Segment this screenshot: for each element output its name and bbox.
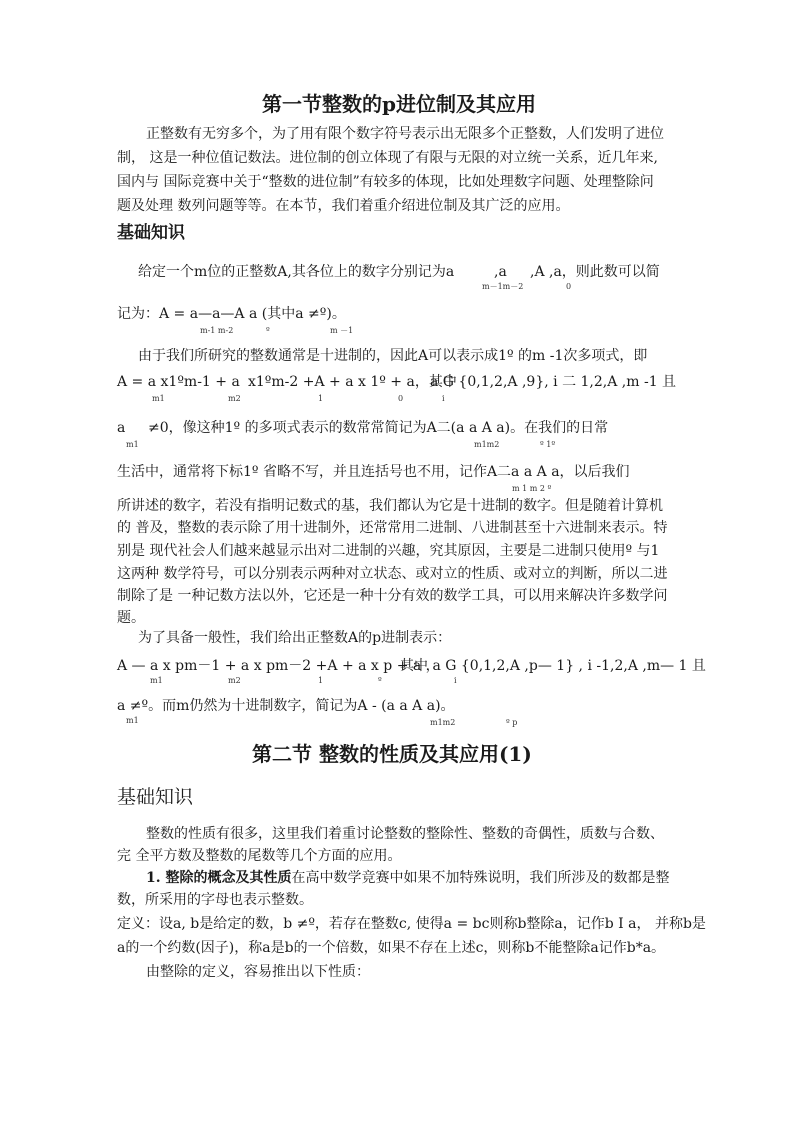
- line-notation: 记为：A = a—a—A a (其中a ≠º)。: [117, 306, 346, 322]
- intro-line-1: 正整数有无穷多个，为了用有限个数字符号表示出无限多个正整数，人们发明了进位: [146, 126, 664, 142]
- para2-line-2: 的 普及，整数的表示除了用十进制外，还常常用二进制、八进制甚至十六进制来表示。特: [117, 520, 668, 536]
- line-poly-a: A = a x1ºm-1 + a: [117, 374, 240, 390]
- sub-poly-3: 1: [318, 394, 324, 403]
- intro-line-3: 国内与 国际竞赛中关于“整数的进位制”有较多的体现，比如处理数字问题、处理整除问: [117, 174, 654, 190]
- line-given-b: ,a: [494, 264, 507, 280]
- sub-notation-2: º: [266, 326, 270, 335]
- definition-line: [117, 914, 706, 934]
- line-short-a: a: [117, 420, 126, 436]
- line-poly-b: x1ºm-2 +A + a x 1º + a，其中: [248, 374, 457, 390]
- section1-title: 第一节整数的p进位制及其应用: [262, 92, 536, 116]
- sub-notation-1: m-1 m-2: [200, 326, 234, 335]
- para2-line-5: 制除了是 一种记数方法以外，它还是一种十分有效的数学工具，可以用来解决许多数学问: [117, 588, 668, 604]
- sub-short-1: m1: [126, 440, 139, 449]
- sub-poly-2: m2: [228, 394, 241, 403]
- section1-basics-heading: 基础知识: [117, 223, 185, 243]
- sub-pbase-2: m2: [228, 676, 241, 685]
- definition-label: 定义：: [117, 916, 159, 932]
- sub-short-3: º 1º: [540, 440, 556, 449]
- para2-line-6: 题。: [117, 610, 145, 626]
- definition-text: 设a, b是给定的数，b ≠º，若存在整数c, 使得a = bc则称b整除a，记作b I a， 并称b是: [159, 916, 706, 932]
- sub-pshort-3: º p: [506, 718, 518, 727]
- sub-poly-1: m1: [152, 394, 165, 403]
- line-poly-c: a G {0,1,2,A ,9}, i 二 1,2,A ,m -1 且: [430, 374, 677, 390]
- line-pbase-a: A — a x pm－1 + a x pm－2 +A + a x p + a ，: [117, 658, 440, 674]
- sub-notation-3: m －1: [330, 326, 354, 335]
- item1-line: [146, 868, 670, 888]
- sub-poly-4: 0: [398, 394, 404, 403]
- item1-rest: 在高中数学竞赛中如果不加特殊说明，我们所涉及的数都是整: [291, 870, 670, 886]
- sec2-intro-line-1: 整数的性质有很多，这里我们着重讨论整数的整除性、整数的奇偶性，质数与合数、: [146, 826, 664, 842]
- sub-m1m2: m－1m－2: [482, 282, 524, 291]
- sub-pbase-3: 1: [318, 676, 324, 685]
- para2-line-4: 这两种 数学符号，可以分别表示两种对立状态、或对立的性质、或对立的判断，所以二进: [117, 566, 668, 582]
- line-decimal: 由于我们所研究的整数通常是十进制的，因此A可以表示成1º 的m -1次多项式，即: [138, 348, 648, 364]
- intro-line-4: 题及处理 数列问题等等。在本节，我们着重介绍进位制及其广泛的应用。: [117, 198, 570, 214]
- line-pbase-b: 其中 a G {0,1,2,A ,p— 1} , i -1,2,A ,m— 1 且: [400, 658, 706, 674]
- item1-title: 1. 整除的概念及其性质: [146, 870, 292, 886]
- sub-daily: m 1 m 2 º: [512, 484, 552, 493]
- para2-line-1: 所讲述的数字，若没有指明记数式的基，我们都认为它是十进制的数字。但是随着计算机: [117, 498, 663, 514]
- item1-line-2: 数，所采用的字母也表示整数。: [117, 892, 313, 908]
- definition-line-2: a的一个约数(因子)，称a是b的一个倍数，如果不存在上述c，则称b不能整除a记作b*a。: [117, 940, 666, 956]
- line-short-b: ≠0，像这种1º 的多项式表示的数常常简记为A二(a a A a)。在我们的日常: [148, 420, 609, 436]
- intro-line-2: 制， 这是一种位值记数法。进位制的创立体现了有限与无限的对立统一关系，近几年来,: [117, 150, 658, 166]
- line-given-c: ,A ,a，则此数可以简: [530, 264, 660, 280]
- line-pbase-short: a ≠º。而m仍然为十进制数字，简记为A - (a a A a)。: [117, 698, 455, 714]
- sub-poly-5: i: [442, 394, 445, 403]
- sub-short-2: m1m2: [474, 440, 500, 449]
- properties-intro: 由整除的定义，容易推出以下性质：: [146, 964, 370, 980]
- sub-pshort-1: m1: [126, 716, 139, 725]
- line-given: 给定一个m位的正整数A,其各位上的数字分别记为a: [138, 264, 455, 280]
- section2-title: 第二节 整数的性质及其应用(1): [252, 742, 532, 766]
- para2-line-3: 别是 现代社会人们越来越显示出对二进制的兴趣，究其原因，主要是二进制只使用º 与1: [117, 543, 660, 559]
- line-general: 为了具备一般性，我们给出正整数A的p进制表示：: [138, 630, 452, 646]
- sub-pshort-2: m1m2: [430, 718, 456, 727]
- sub-pbase-1: m1: [150, 676, 163, 685]
- section2-basics-heading: 基础知识: [117, 786, 194, 808]
- line-daily: 生活中，通常将下标1º 省略不写，并且连括号也不用，记作A二a a A a，以后我们: [117, 464, 630, 480]
- sub-pbase-4: º: [378, 676, 382, 685]
- sub-0: 0: [566, 282, 572, 291]
- sec2-intro-line-2: 完 全平方数及整数的尾数等几个方面的应用。: [117, 848, 402, 864]
- sub-pbase-5: i: [454, 676, 457, 685]
